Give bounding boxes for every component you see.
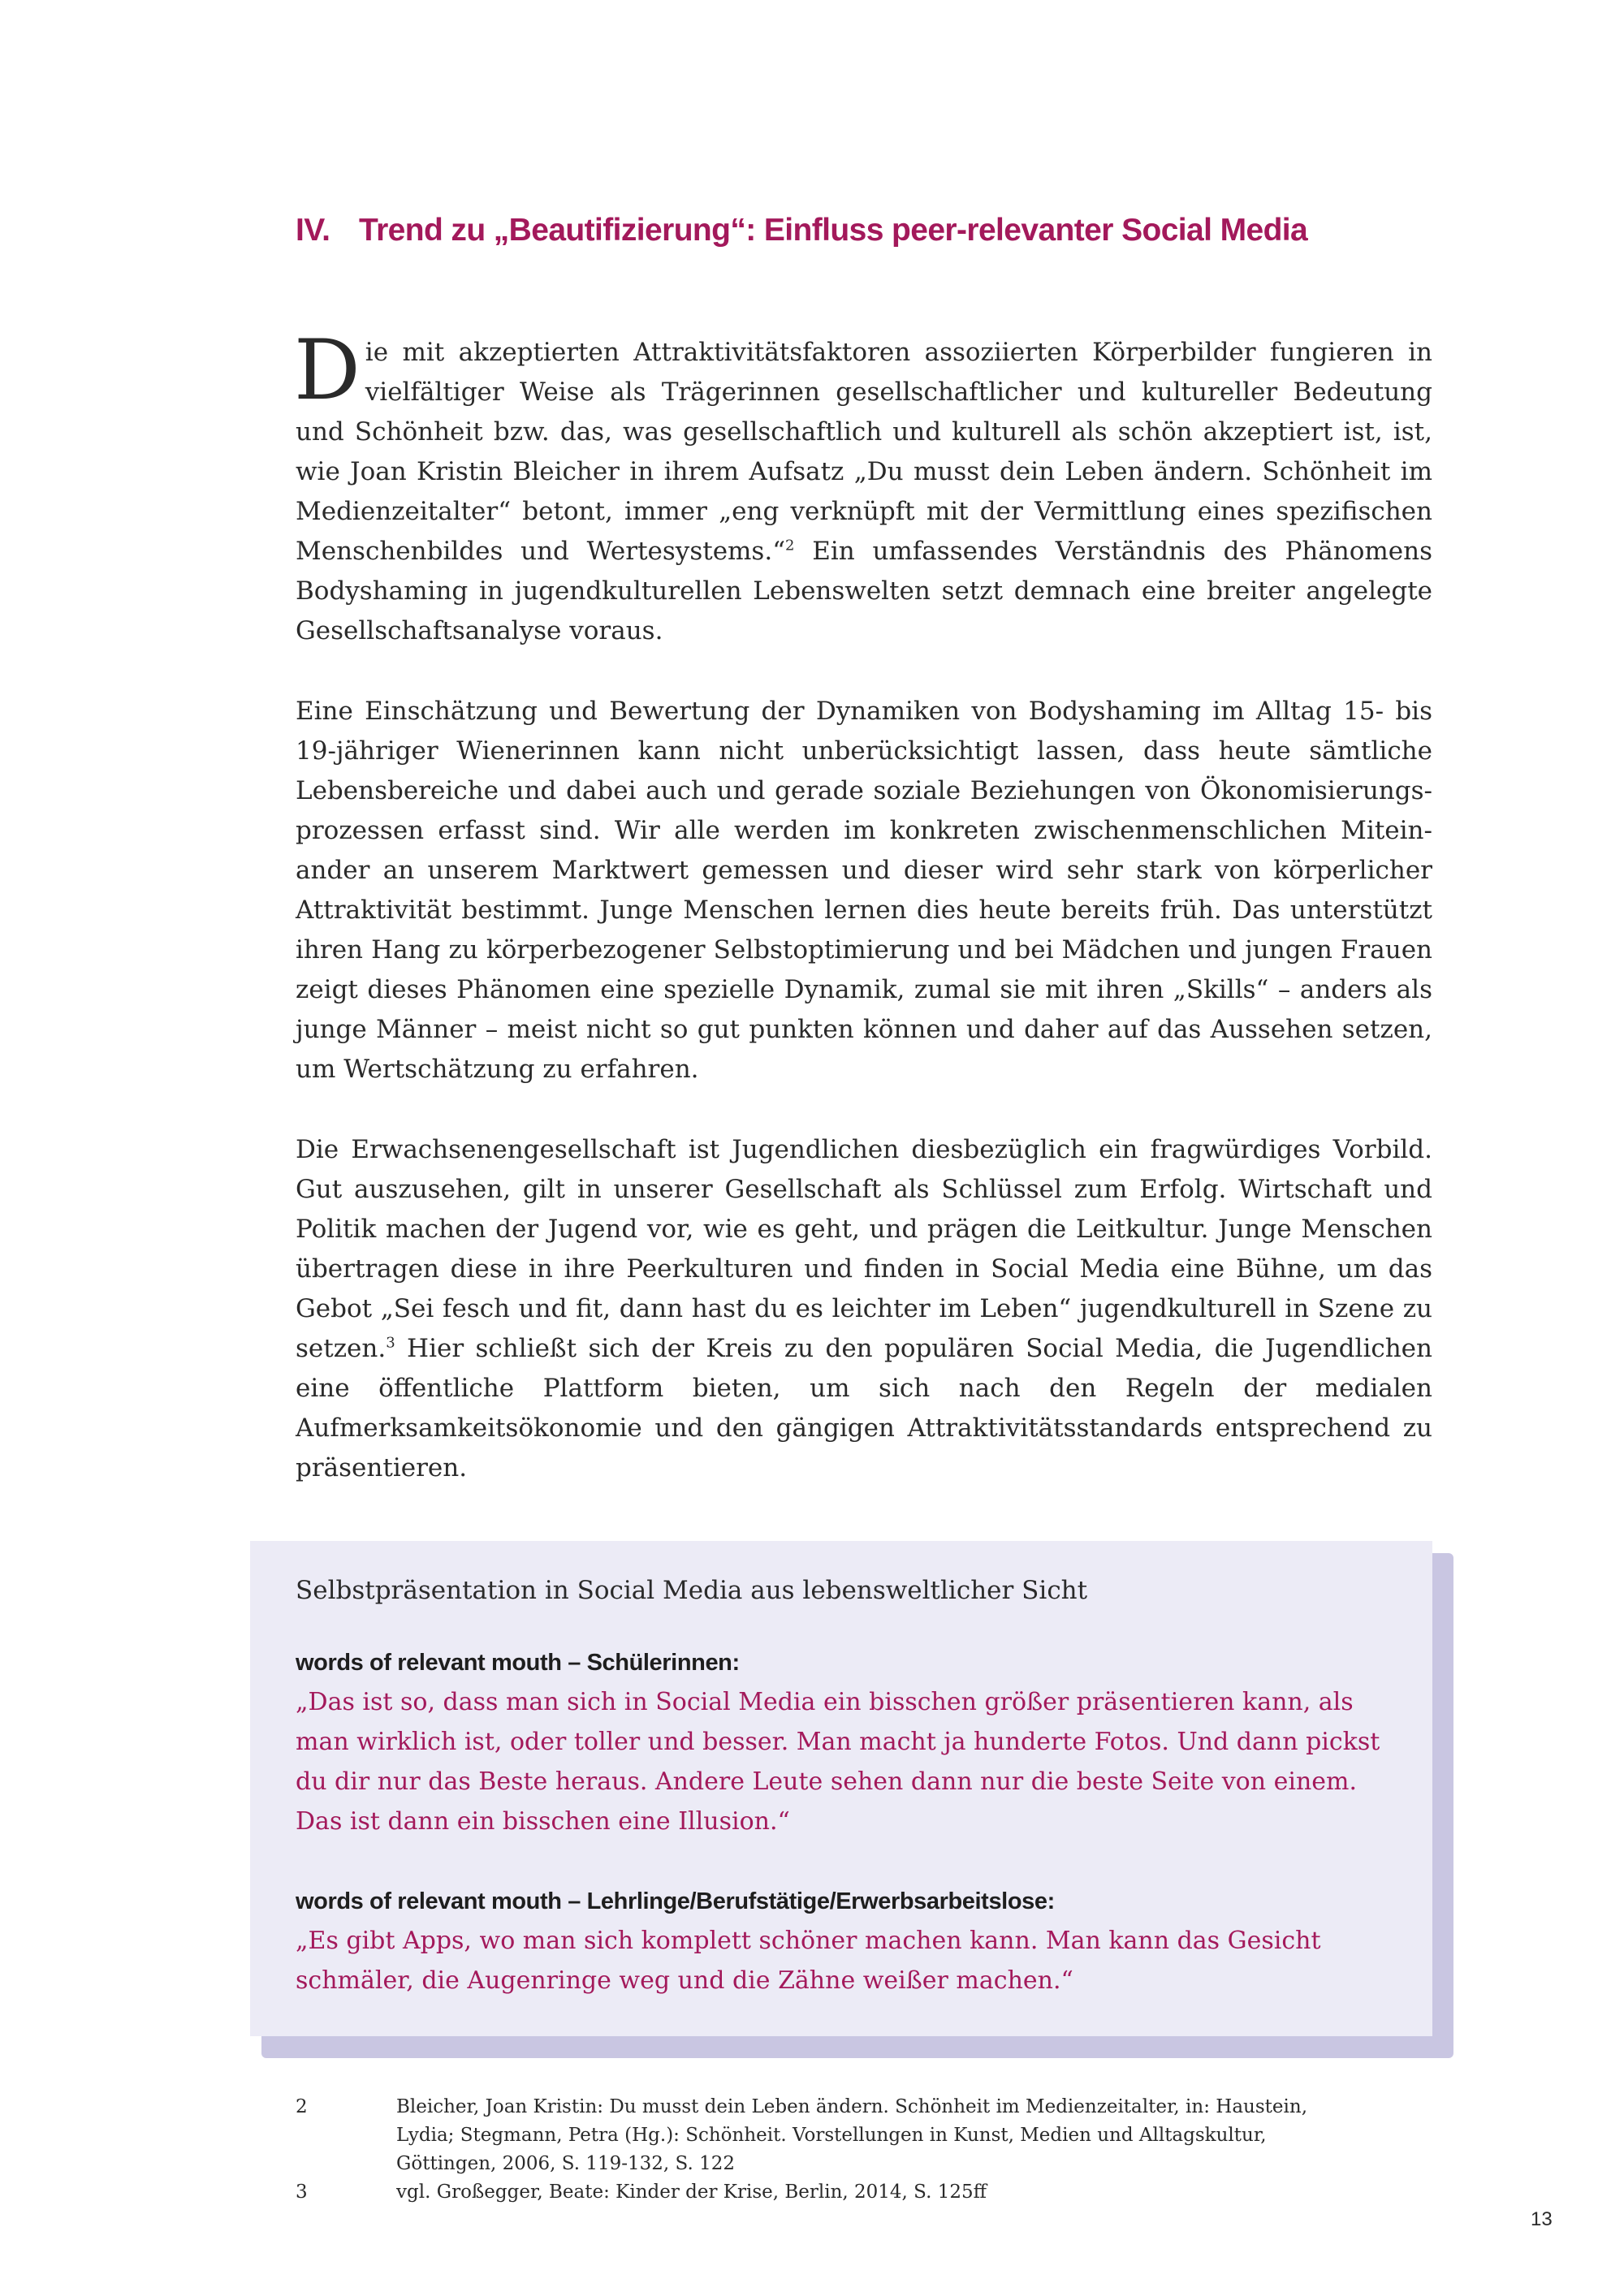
drop-cap: D [294, 322, 361, 419]
paragraph-1 [294, 322, 1432, 651]
paragraph-2: Eine Einschätzung und Bewertung der Dynamiken von Bodyshaming im Alltag 15- bis 19-jähriger Wienerinnen kann nicht unberücksichtigt lassen, dass heute sämtliche Lebensbereiche und dabei auch und gerade soziale Beziehungen von Ökonomisierungsprozessen erfasst sind. Wir alle werden im konkreten zwischenmenschlichen Miteinander an unserem Marktwert gemessen und dieser wird sehr stark von körperlicher Attraktivität bestimmt. Junge Menschen lernen dies heute bereits früh. Das unterstützt ihren Hang zu körperbezogener Selbstoptimierung und bei Mädchen und jungen Frauen zeigt dieses Phänomen eine spezielle Dynamik, zumal sie mit ihren „Skills“ – anders als junge Männer – meist nicht so gut punkten können und daher auf das Aussehen setzen, um Wertschätzung zu erfahren. [296, 697, 1432, 1084]
quote-box [250, 1541, 1432, 2036]
footnote-text: vgl. Großegger, Beate: Kinder der Krise, Berlin, 2014, S. 125ff [396, 2182, 987, 2203]
paragraph-3-text-a: Die Erwachsenengesellschaft ist Jugendlichen diesbezüglich ein fragwürdiges Vorbild. Gut auszusehen, gilt in unserer Gesellschaft als Schlüssel zum Erfolg. Wirtschaft und Politik machen der Jugend vor, wie es geht, und prägen die Leitkultur. Junge Menschen übertragen diese in ihre Peerkulturen und finden in Social Media eine Bühne, um das Gebot „Sei fesch und fit, dann hast du es leichter im Leben“ jugendkulturell in Szene zu setzen. [296, 1135, 1432, 1363]
paragraph-1-text-a: ie mit akzeptierten Attraktivitätsfaktoren assoziierten Körperbilder fungieren in vielfältiger Weise als Trägerinnen gesellschaftlicher und kultureller Bedeutung und Schönheit bzw. das, was gesellschaftlich und kulturell als schön akzeptiert ist, ist, wie Joan Kristin Bleicher in ihrem Aufsatz „Du musst dein Leben ändern. Schönheit im Medienzeitalter“ betont, immer „eng verknüpft mit der Vermittlung eines spezifischen Menschenbildes und Wertesystems.“ [296, 338, 1432, 566]
footnote-item [296, 2178, 1432, 2207]
quote-heading-schuelerinnen: words of relevant mouth – Schülerinnen: [296, 1650, 740, 1676]
quote-box-title: Selbstpräsentation in Social Media aus lebensweltlicher Sicht [296, 1576, 1088, 1605]
footnote-number: 2 [296, 2096, 308, 2117]
footnotes [296, 2093, 1432, 2207]
footnote-item [296, 2093, 1432, 2178]
page-number: 13 [1531, 2208, 1553, 2230]
quote-text-lehrlinge: „Es gibt Apps, wo man sich komplett schöner machen kann. Man kann das Gesicht schmäler, die Augenringe weg und die Zähne weißer machen.“ [296, 1927, 1321, 1995]
footnote-ref-3[interactable]: 3 [386, 1334, 395, 1352]
footnote-number: 3 [296, 2182, 308, 2203]
section-heading [296, 213, 1432, 248]
quote-text-schuelerinnen: „Das ist so, dass man sich in Social Media ein bisschen größer präsentieren kann, als man wirklich ist, oder toller und besser. Man macht ja hunderte Fotos. Und dann pickst du dir nur das Beste heraus. Andere Leute sehen dann nur die beste Seite von einem. Das ist dann ein bisschen eine Illusion.“ [296, 1688, 1380, 1836]
paragraph-1-text-b: Ein umfassendes Verständnis des Phänomens Bodyshaming in jugendkulturellen Lebenswelten setzt demnach eine breiter angelegte Gesellschaftsanalyse voraus. [296, 537, 1432, 645]
quote-heading-lehrlinge: words of relevant mouth – Lehrlinge/Berufstätige/Erwerbsarbeitslose: [296, 1888, 1055, 1914]
footnote-ref-2[interactable]: 2 [785, 537, 795, 555]
footnote-text: Bleicher, Joan Kristin: Du musst dein Leben ändern. Schönheit im Medienzeitalter, in: Haustein, Lydia; Stegmann, Petra (Hg.): Schönheit. Vorstellungen in Kunst, Medien und Alltagskultur, Göttingen, 2006, S. 119-132, S. 122 [396, 2096, 1308, 2174]
section-number: IV. [296, 213, 330, 248]
section-title: Trend zu „Beautifizierung“: Einfluss peer-relevanter Social Media [359, 213, 1308, 248]
paragraph-3-text-b: Hier schließt sich der Kreis zu den populären Social Media, die Jugendlichen eine öffentliche Plattform bieten, um sich nach den Regeln der medialen Aufmerksamkeitsökonomie und den gängigen Attraktivitätsstandards entsprechend zu präsentieren. [296, 1334, 1432, 1482]
paragraph-3 [296, 1130, 1432, 1488]
